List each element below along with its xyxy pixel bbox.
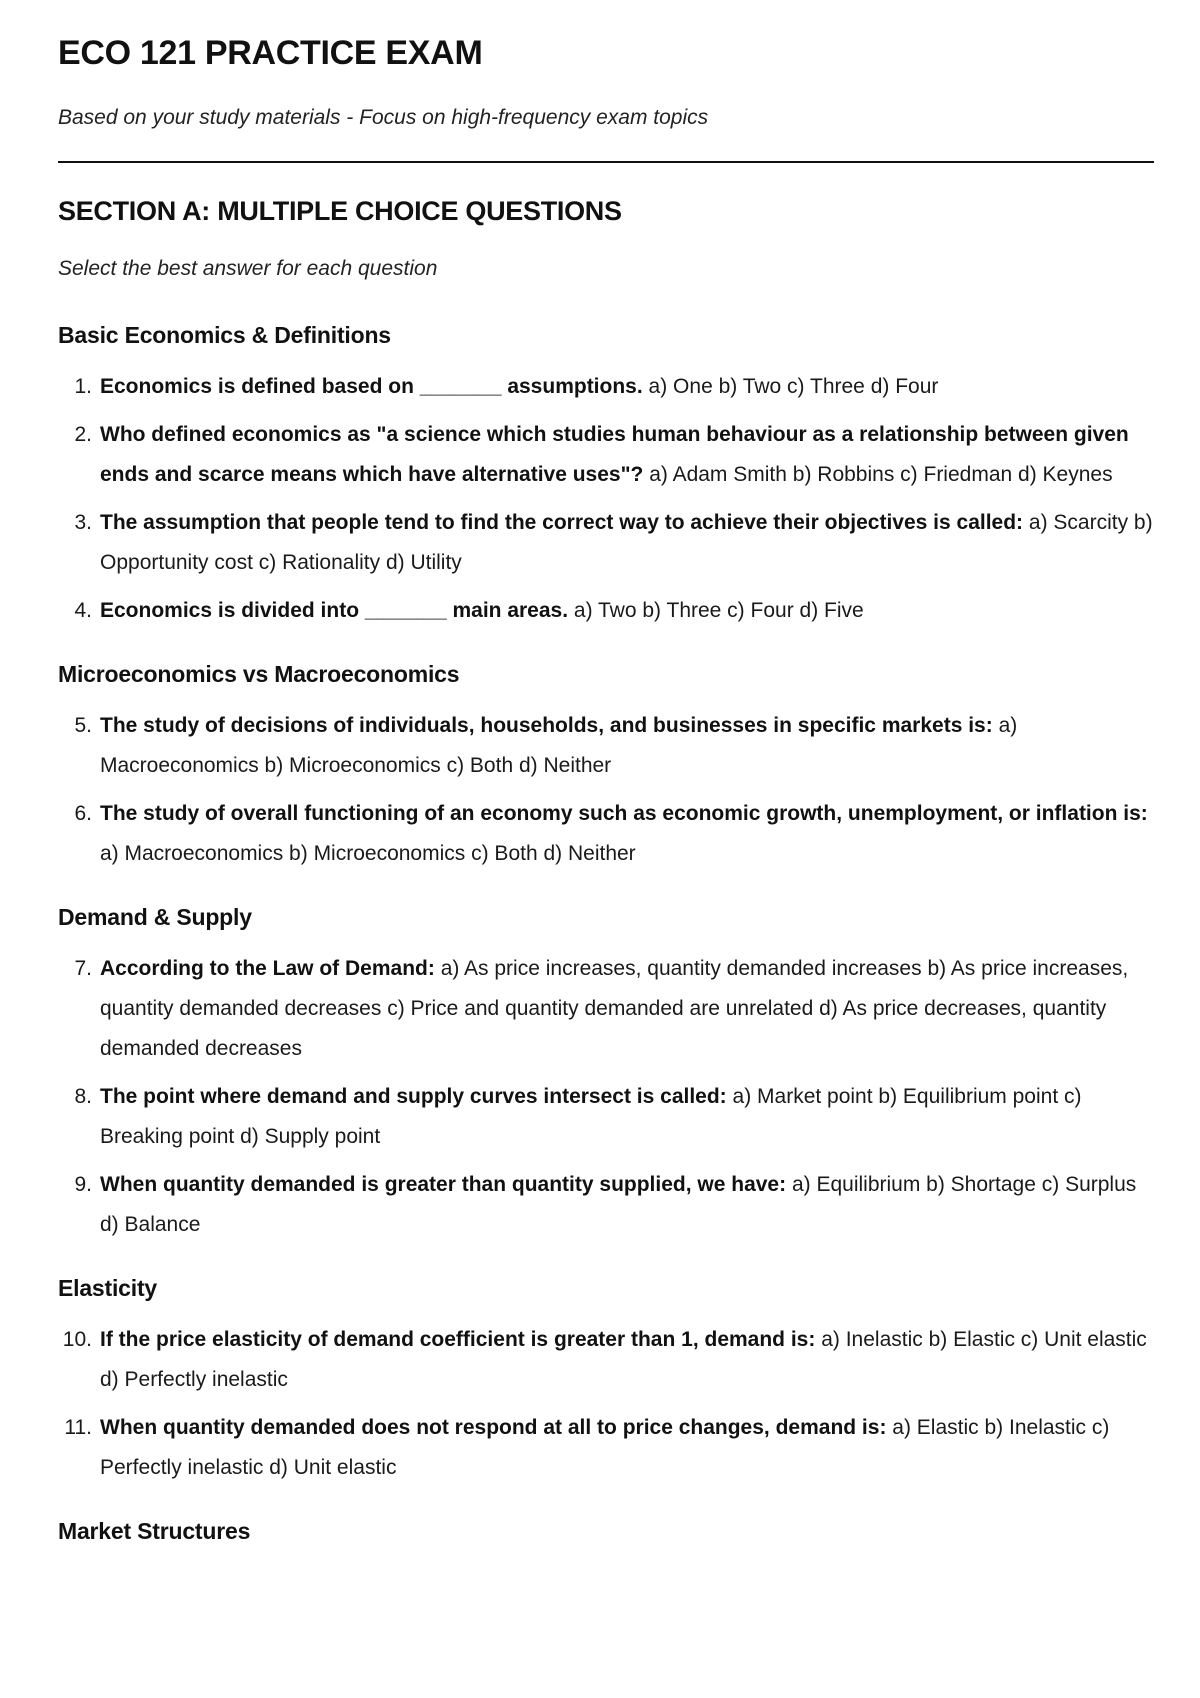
question-number: 10. — [62, 1328, 92, 1351]
question-list — [58, 706, 1154, 874]
question-text: When quantity demanded does not respond at all to price changes, demand is: — [100, 1416, 887, 1439]
question-number: 3. — [74, 511, 92, 534]
topic-heading: Basic Economics & Definitions — [58, 322, 391, 348]
question-item — [58, 1165, 1154, 1245]
question-text: Economics is defined based on _______ assumptions. — [100, 375, 643, 398]
question-text: Who defined economics as "a science which studies human behaviour as a relationship between given ends and scarce means which have alternative uses"? — [100, 423, 1129, 486]
document-title: ECO 121 PRACTICE EXAM — [58, 34, 483, 72]
question-options: a) Inelastic b) Elastic c) Unit elastic d) Perfectly inelastic — [100, 1328, 1147, 1391]
question-item — [58, 591, 1154, 631]
question-list — [58, 949, 1154, 1245]
question-options: a) Market point b) Equilibrium point c) Breaking point d) Supply point — [100, 1085, 1082, 1148]
question-options: a) As price increases, quantity demanded increases b) As price increases, quantity demanded decreases c) Price and quantity demanded are unrelated d) As price decreases, quantity demanded decreases — [100, 957, 1129, 1060]
question-item — [58, 415, 1154, 495]
question-item — [58, 1408, 1154, 1488]
question-item — [58, 706, 1154, 786]
question-item — [58, 1077, 1154, 1157]
question-number: 8. — [74, 1085, 92, 1108]
topic-heading: Elasticity — [58, 1275, 157, 1301]
question-list — [58, 367, 1154, 631]
question-item — [58, 1320, 1154, 1400]
question-number: 4. — [74, 599, 92, 622]
question-options: a) Elastic b) Inelastic c) Perfectly inelastic d) Unit elastic — [100, 1416, 1110, 1479]
header-divider — [58, 161, 1154, 163]
question-options: a) Equilibrium b) Shortage c) Surplus d) Balance — [100, 1173, 1137, 1236]
section-title: SECTION A: MULTIPLE CHOICE QUESTIONS — [58, 196, 622, 226]
topic-heading: Microeconomics vs Macroeconomics — [58, 661, 460, 687]
section-instruction: Select the best answer for each question — [58, 257, 438, 280]
question-text: The study of overall functioning of an economy such as economic growth, unemployment, or inflation is: — [100, 802, 1148, 825]
question-item — [58, 503, 1154, 583]
question-text: If the price elasticity of demand coefficient is greater than 1, demand is: — [100, 1328, 816, 1351]
question-number: 5. — [74, 714, 92, 737]
topic-heading: Market Structures — [58, 1518, 251, 1544]
question-options: a) Macroeconomics b) Microeconomics c) Both d) Neither — [100, 842, 636, 865]
question-text: According to the Law of Demand: — [100, 957, 435, 980]
question-number: 11. — [64, 1416, 92, 1439]
question-number: 1. — [74, 375, 92, 398]
question-options: a) Two b) Three c) Four d) Five — [573, 599, 864, 622]
question-number: 2. — [74, 423, 92, 446]
question-text: The point where demand and supply curves intersect is called: — [100, 1085, 727, 1108]
question-item — [58, 949, 1154, 1069]
question-number: 7. — [74, 957, 92, 980]
question-item — [58, 367, 1154, 407]
question-item — [58, 794, 1154, 874]
question-text: When quantity demanded is greater than quantity supplied, we have: — [100, 1173, 787, 1196]
question-number: 9. — [74, 1173, 92, 1196]
question-content — [58, 322, 1154, 1563]
question-options: a) Adam Smith b) Robbins c) Friedman d) Keynes — [649, 463, 1113, 486]
document-subtitle: Based on your study materials - Focus on high-frequency exam topics — [58, 106, 709, 129]
question-options: a) Macroeconomics b) Microeconomics c) Both d) Neither — [100, 714, 1018, 777]
topic-heading: Demand & Supply — [58, 904, 252, 930]
question-text: The assumption that people tend to find the correct way to achieve their objectives is called: — [100, 511, 1024, 534]
question-number: 6. — [74, 802, 92, 825]
question-list — [58, 1320, 1154, 1488]
question-text: Economics is divided into _______ main areas. — [100, 599, 569, 622]
question-options: a) One b) Two c) Three d) Four — [648, 375, 939, 398]
question-options: a) Scarcity b) Opportunity cost c) Rationality d) Utility — [100, 511, 1153, 574]
question-text: The study of decisions of individuals, households, and businesses in specific markets is: — [100, 714, 993, 737]
